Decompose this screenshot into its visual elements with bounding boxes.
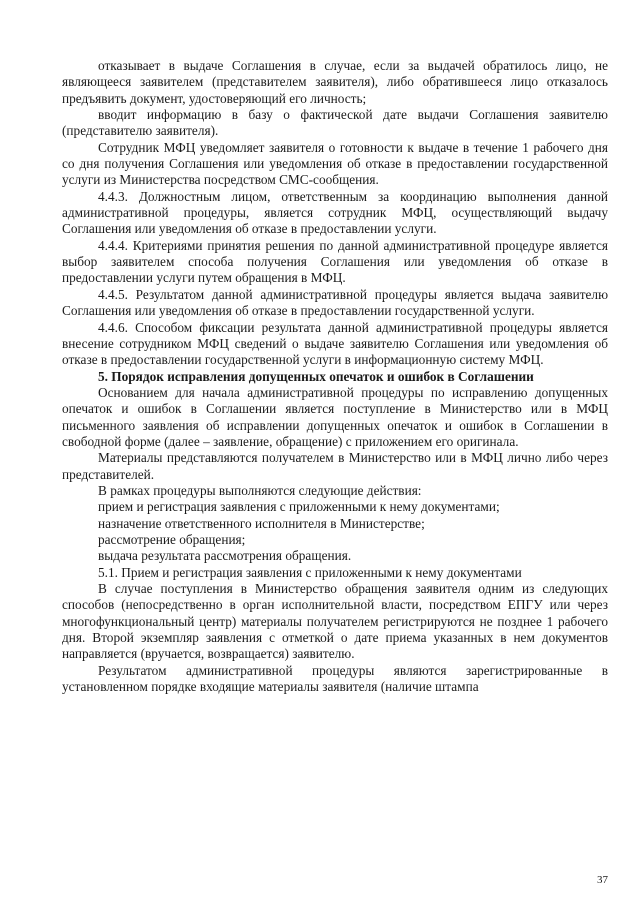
- paragraph-notification: Сотрудник МФЦ уведомляет заявителя о готовности к выдаче в течение 1 рабочего дня со дня получения Соглашения или уведомления об отказе в предоставлении государственной услуги из Министерства посредством СМС-сообщения.: [62, 139, 608, 188]
- paragraph-4-4-4: 4.4.4. Критериями принятия решения по данной административной процедуре является выбор заявителем способа получения Соглашения или уведомления об отказе в предоставлении услуги путем обращения в МФЦ.: [62, 237, 608, 286]
- subsection-5-1-title: 5.1. Прием и регистрация заявления с приложенными к нему документами: [98, 564, 522, 580]
- list-item-reception: прием и регистрация заявления с приложенными к нему документами;: [98, 499, 500, 515]
- list-item-result: выдача результата рассмотрения обращения.: [98, 548, 352, 564]
- section-5-heading: 5. Порядок исправления допущенных опечаток и ошибок в Соглашении: [98, 368, 534, 384]
- list-item-review: рассмотрение обращения;: [98, 531, 246, 547]
- paragraph-4-4-6: 4.4.6. Способом фиксации результата данной административной процедуры является внесение сотрудником МФЦ сведений о выдаче заявителю Соглашения или уведомления об отказе в предоставлении государственной услуги в информационную систему МФЦ.: [62, 319, 608, 368]
- paragraph-4-4-3: 4.4.3. Должностным лицом, ответственным за координацию выполнения данной административной процедуры, является сотрудник МФЦ, осуществляющий выдачу Соглашения или уведомления об отказе в предоставлении услуги.: [62, 188, 608, 237]
- paragraph-enter-date: вводит информацию в базу о фактической дате выдачи Соглашения заявителю (представителю заявителя).: [62, 107, 608, 139]
- paragraph-result: Результатом административной процедуры являются зарегистрированные в установленном порядке входящие материалы заявителя (наличие штампа: [62, 662, 608, 695]
- paragraph-4-4-5: 4.4.5. Результатом данной административной процедуры является выдача заявителю Соглашения или уведомления об отказе в предоставлении государственной услуги.: [62, 286, 608, 319]
- paragraph-receipt: В случае поступления в Министерство обращения заявителя одним из следующих способов (непосредственно в орган исполнительной власти, посредством ЕПГУ или через многофункциональный центр) материалы получателем регистрируются не позднее 1 рабочего дня. Второй экземпляр заявления с отметкой о дате приема указанных в нем документов направляется (вручается, возвращается) заявителю.: [62, 581, 608, 662]
- list-item-assignment: назначение ответственного исполнителя в Министерстве;: [98, 515, 425, 531]
- paragraph-actions-intro: В рамках процедуры выполняются следующие действия:: [98, 482, 422, 498]
- document-page: [62, 58, 608, 695]
- paragraph-basis: Основанием для начала административной процедуры по исправлению допущенных опечаток и ошибок в Соглашении является поступление в Министерство или в МФЦ письменного заявления об исправлении допущенных опечаток и ошибок в Соглашении в свободной форме (далее – заявление, обращение) с приложением его оригинала.: [62, 384, 608, 449]
- page-number: 37: [597, 874, 608, 886]
- paragraph-refusal-conditions: отказывает в выдаче Соглашения в случае, если за выдачей обратилось лицо, не являющееся заявителем (представителем заявителя), либо обратившееся лицо отказалось предъявить документ, удостоверяющий его личность;: [62, 58, 608, 106]
- paragraph-materials: Материалы представляются получателем в Министерство или в МФЦ лично либо через представителей.: [62, 450, 608, 482]
